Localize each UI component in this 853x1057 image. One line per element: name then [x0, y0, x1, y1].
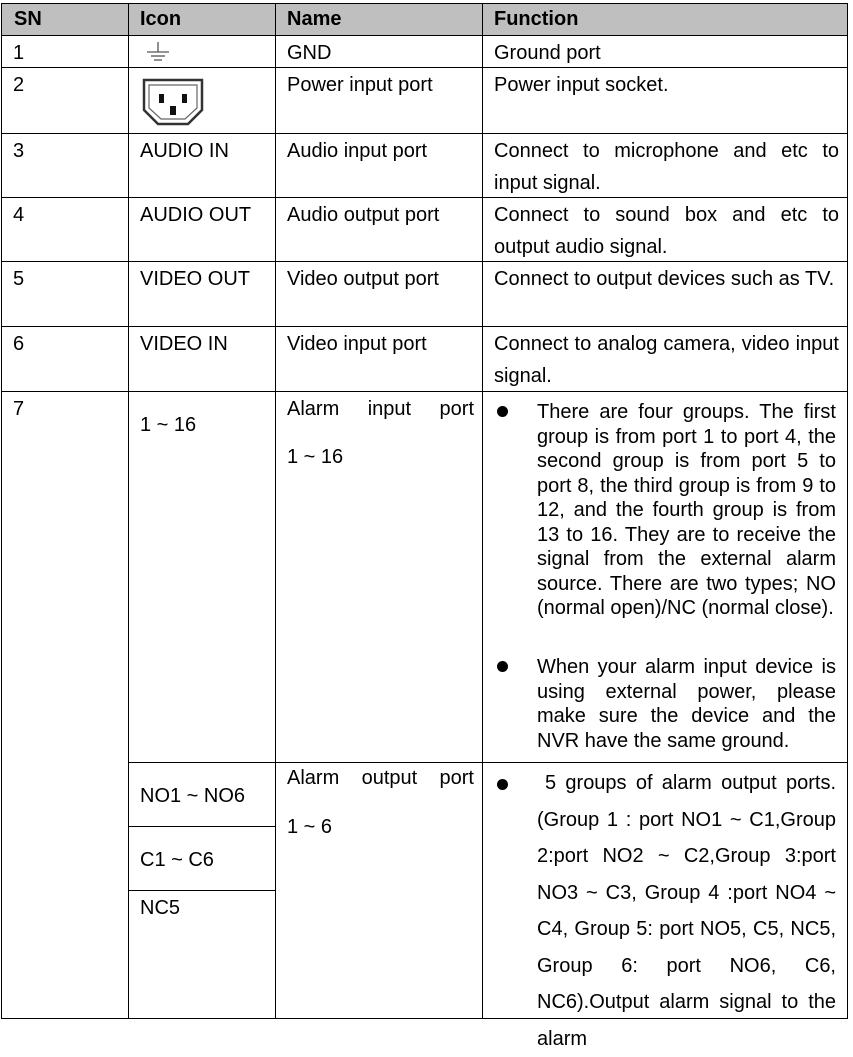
- row-3-name: Audio input port: [287, 140, 428, 162]
- row-2-function: Power input socket.: [494, 74, 669, 96]
- row-1-sn: 1: [13, 42, 25, 64]
- row-6-sn: 6: [13, 333, 25, 355]
- row-5-name: Video output port: [287, 268, 439, 290]
- table-border: [847, 3, 848, 1019]
- row-5-icon: VIDEO OUT: [140, 268, 251, 290]
- table-border: [128, 826, 276, 827]
- alarm-output-icon-c: C1 ~ C6: [140, 849, 214, 871]
- power-socket-icon: [140, 76, 206, 128]
- row-4-function: Connect to sound box and etc to output audio signal.: [494, 204, 839, 258]
- row-4-sn: 4: [13, 204, 25, 226]
- row-2-name: Power input port: [287, 74, 433, 96]
- alarm-output-icon-nc: NC5: [140, 897, 181, 919]
- row-3-icon: AUDIO IN: [140, 140, 229, 162]
- row-5-sn: 5: [13, 268, 25, 290]
- table-border: [1, 3, 2, 1019]
- alarm-input-name-range: 1 ~ 16: [287, 446, 344, 468]
- bullet-icon: [497, 779, 508, 790]
- alarm-output-name: Alarm output port: [287, 767, 474, 789]
- bullet-icon: [497, 406, 508, 417]
- bullet-icon: [497, 661, 508, 672]
- header-name: Name: [276, 4, 482, 34]
- alarm-input-groups-text: There are four groups. The first group is from port 1 to port 4, the second group is from port 5 to port 8, the third group is from 9 to 12, and the fourth group is from 13 to 16. They are to receive the signal from the external alarm source. There are two types; NO (normal open)/NC (normal close).: [537, 401, 836, 619]
- alarm-output-name-range: 1 ~ 6: [287, 816, 333, 838]
- row-6-name: Video input port: [287, 333, 427, 355]
- row-3-function: Connect to microphone and etc to input signal.: [494, 140, 839, 194]
- header-icon: Icon: [129, 4, 275, 34]
- row-5-function: Connect to output devices such as TV.: [494, 268, 835, 290]
- row-6-function: Connect to analog camera, video input signal.: [494, 333, 839, 387]
- table-border: [128, 762, 848, 763]
- alarm-input-name: Alarm input port: [287, 398, 474, 420]
- row-3-sn: 3: [13, 140, 25, 162]
- alarm-input-icon-range: 1 ~ 16: [140, 414, 197, 436]
- header-function: Function: [483, 4, 847, 34]
- row-1-name: GND: [287, 42, 332, 64]
- table-border: [482, 3, 483, 1019]
- table-border: [128, 3, 129, 1019]
- table-border: [128, 890, 276, 891]
- alarm-output-icon-no: NO1 ~ NO6: [140, 785, 246, 807]
- row-4-icon: AUDIO OUT: [140, 204, 252, 226]
- row-2-sn: 2: [13, 74, 25, 96]
- row-6-icon: VIDEO IN: [140, 333, 228, 355]
- row-7-sn: 7: [13, 398, 25, 420]
- header-sn: SN: [2, 4, 128, 34]
- alarm-output-groups-text: 5 groups of alarm output ports. (Group 1 : port NO1 ~ C1,Group 2:port NO2 ~ C2,Group 3:port NO3 ~ C3, Group 4 :port NO4 ~ C4, Group 5: port NO5, C5, NC5, Group 6: port NO6, C6, NC6).Output alarm signal to the alarm: [537, 772, 836, 1050]
- row-1-function: Ground port: [494, 42, 601, 64]
- ground-icon: [142, 40, 174, 66]
- table-border: [275, 3, 276, 1019]
- row-4-name: Audio output port: [287, 204, 440, 226]
- alarm-input-ground-text: When your alarm input device is using external power, please make sure the device and the NVR have the same ground.: [537, 656, 836, 752]
